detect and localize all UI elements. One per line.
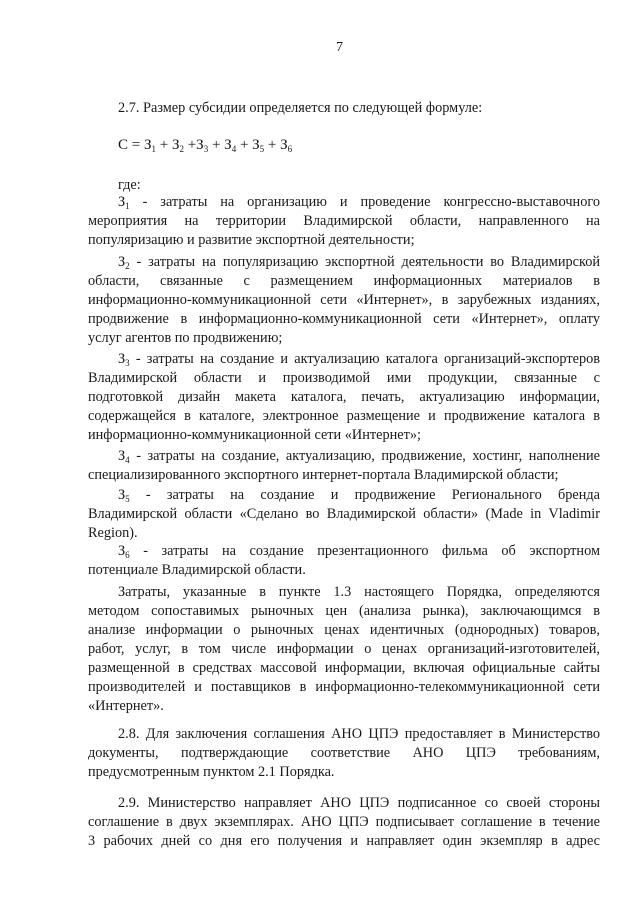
text-fragment: - затраты на популяризацию экспортной деятельности во Владимирской — [129, 254, 600, 270]
text-line: Владимирской области и производимой ими продукции, связанные с — [88, 370, 600, 386]
text-line: где: — [118, 177, 141, 193]
text-line — [118, 542, 600, 561]
formula-line — [118, 136, 600, 155]
text-line: соглашение в двух экземплярах. АНО ЦПЭ подписывает соглашение в течение — [88, 814, 600, 830]
text-line: Затраты, указанные в пункте 1.3 настоящего Порядка, определяются — [118, 584, 600, 600]
text-line: информационно-коммуникационной сети «Интернет»; — [88, 427, 422, 443]
subscript-index: 4 — [231, 144, 237, 154]
text-line — [118, 253, 600, 272]
text-fragment: + З — [208, 137, 232, 153]
text-fragment: + З — [155, 137, 180, 153]
text-line: производителей и поставщиков в информационно-телекоммуникационной сети — [88, 679, 600, 695]
text-line — [118, 193, 600, 212]
text-line: анализе информации о рыночных ценах идентичных (однородных) товаров, — [88, 622, 600, 638]
text-line: мероприятия на территории Владимирской области, направленного на — [88, 213, 600, 229]
text-fragment: + З — [264, 137, 288, 153]
text-fragment: - затраты на создание и актуализацию каталога организаций-экспортеров — [129, 351, 600, 367]
text-fragment: + З — [236, 137, 260, 153]
text-line: предусмотренным пунктом 2.1 Порядка. — [88, 764, 335, 780]
text-line — [118, 447, 600, 466]
text-fragment: З — [118, 254, 126, 270]
text-line: услуг агентов по продвижению; — [88, 330, 283, 346]
text-line: методом сопоставимых рыночных цен (анализа рынка), заключающимся в — [88, 603, 600, 619]
text-fragment: +З — [183, 137, 204, 153]
text-line: работ, услуг, в том числе информации о ценах организаций-изготовителей, — [88, 641, 600, 657]
text-fragment: З — [118, 194, 126, 210]
subscript-index: 6 — [287, 144, 293, 154]
text-line: документы, подтверждающие соответствие АНО ЦПЭ требованиям, — [88, 745, 600, 761]
subscript-index: 2 — [179, 144, 184, 154]
subscript-index: 1 — [125, 201, 130, 211]
text-fragment: З — [118, 487, 126, 503]
subscript-index: 2 — [125, 261, 130, 271]
text-line: «Интернет». — [88, 698, 164, 714]
text-line: специализированного экспортного интернет-портала Владимирской области; — [88, 467, 559, 483]
text-line: 2.8. Для заключения соглашения АНО ЦПЭ предоставляет в Министерство — [118, 726, 600, 742]
text-line: содержащейся в каталоге, электронное размещение и продвижение каталога в — [88, 408, 600, 424]
text-line: 2.9. Министерство направляет АНО ЦПЭ подписанное со своей стороны — [118, 795, 600, 811]
text-fragment: З — [118, 448, 126, 464]
text-fragment: - затраты на организацию и проведение конгрессно-выставочного — [129, 194, 600, 210]
text-line: 3 рабочих дней со дня его получения и направляет один экземпляр в адрес — [88, 833, 600, 849]
text-line: 2.7. Размер субсидии определяется по следующей формуле: — [118, 100, 483, 116]
text-fragment: - затраты на создание презентационного фильма об экспортном — [129, 543, 600, 559]
page-number: 7 — [336, 40, 343, 55]
subscript-index: 4 — [125, 455, 130, 465]
text-line: области, связанные с размещением информационных материалов в — [88, 273, 600, 289]
subscript-index: 6 — [125, 550, 130, 560]
text-line: информационно-коммуникационной сети «Интернет», в зарубежных изданиях, — [88, 292, 600, 308]
text-line: популяризацию и развитие экспортной деятельности; — [88, 232, 415, 248]
text-line: продвижение в информационно-коммуникационной сети «Интернет», оплату — [88, 311, 600, 327]
text-fragment: - затраты на создание, актуализацию, продвижение, хостинг, наполнение — [129, 448, 600, 464]
text-fragment: З — [118, 351, 126, 367]
text-line: Region). — [88, 525, 138, 541]
text-line — [118, 486, 600, 505]
subscript-index: 3 — [203, 144, 209, 154]
text-line: потенциале Владимирской области. — [88, 562, 306, 578]
text-line: Владимирской области «Сделано во Владимирской области» (Made in Vladimir — [88, 506, 600, 522]
text-line — [118, 350, 600, 369]
subscript-index: 1 — [151, 144, 156, 154]
text-line: размещенной в средствах массовой информации, включая официальные сайты — [88, 660, 600, 676]
subscript-index: 5 — [125, 494, 130, 504]
text-fragment: С = З — [118, 137, 152, 153]
text-fragment: - затраты на создание и продвижение Регионального бренда — [129, 487, 600, 503]
text-line: подготовкой дизайн макета каталога, печать, актуализацию информации, — [88, 389, 600, 405]
text-fragment: З — [118, 543, 126, 559]
subscript-index: 3 — [125, 358, 130, 368]
subscript-index: 5 — [259, 144, 265, 154]
